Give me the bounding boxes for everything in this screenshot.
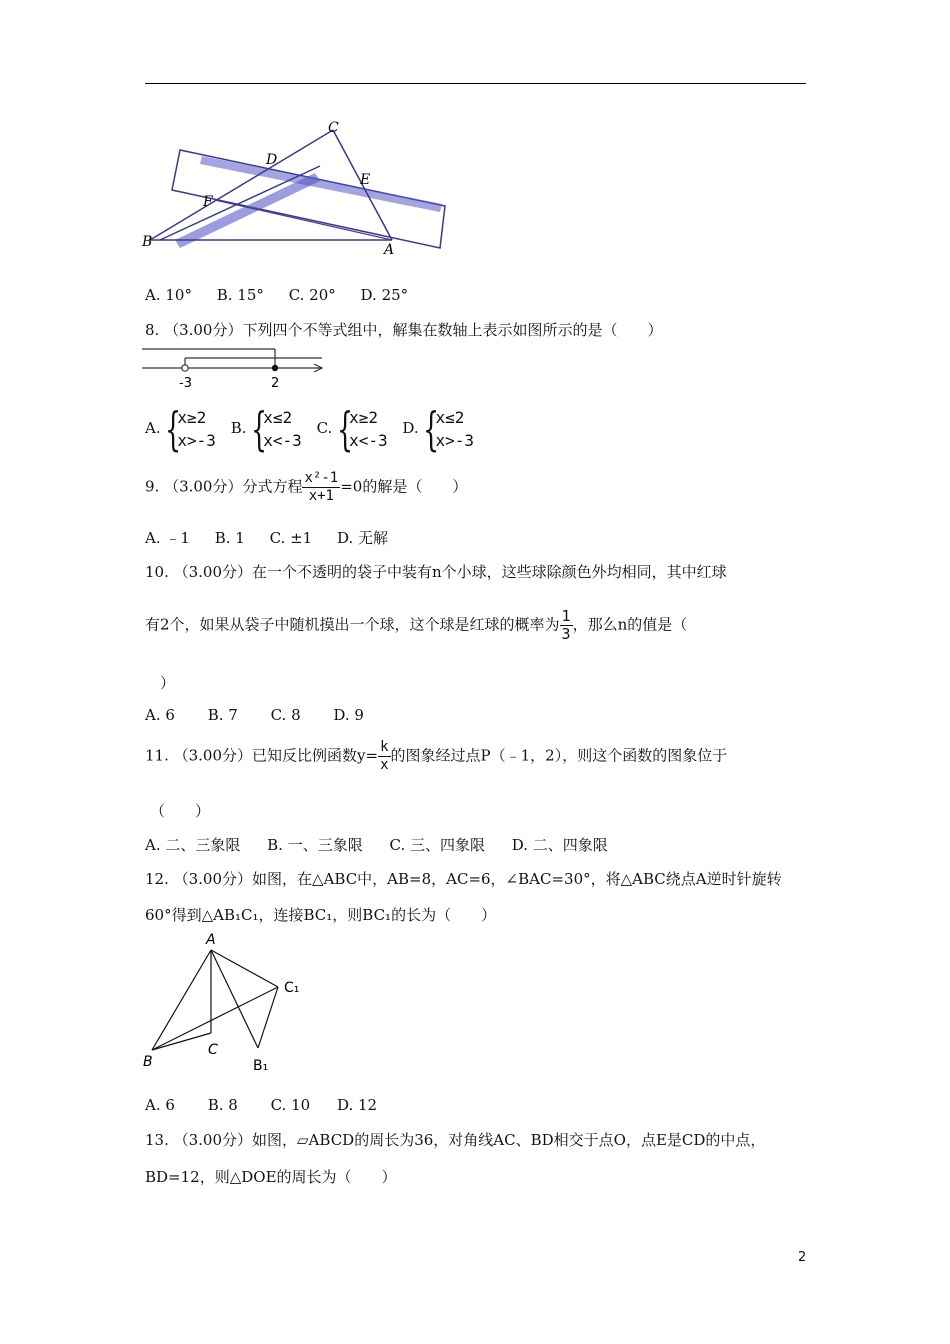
q12-option-d[interactable]: D. 12 <box>336 1096 378 1114</box>
q12-option-a[interactable]: A. 6 <box>145 1096 175 1114</box>
q9-option-b[interactable]: B. 1 <box>214 529 245 547</box>
q8-option-d-line2: x>-3 <box>435 431 474 450</box>
q9-denominator: x+1 <box>308 488 334 504</box>
q8-option-c-line2: x<-3 <box>349 431 388 450</box>
q10-line3: ） <box>160 674 176 692</box>
q10-frac-num: 1 <box>561 607 571 625</box>
q9-prefix: 9. （3.00分）分式方程 <box>145 477 303 496</box>
q10-fraction <box>560 608 573 643</box>
q8-option-a-line1: x≥2 <box>177 408 207 427</box>
q9-options <box>145 527 408 548</box>
q8-option-b[interactable]: B. { x≤2 x<-3 <box>230 402 302 456</box>
q11-question <box>145 739 727 774</box>
q12-label-c: C <box>208 1042 218 1058</box>
q7-option-b[interactable]: B. 15° <box>216 286 264 304</box>
q13-line2: BD=12，则△DOE的周长为（ ） <box>145 1168 397 1186</box>
q11-line2: （ ） <box>150 802 211 820</box>
q12-options <box>145 1096 397 1114</box>
q8-option-a[interactable]: A. { x≥2 x>-3 <box>145 402 216 456</box>
header-rule <box>145 83 806 84</box>
q9-option-d[interactable]: D. 无解 <box>336 529 388 547</box>
q8-number-line <box>142 346 332 390</box>
q8-option-a-line2: x>-3 <box>177 431 216 450</box>
q11-denominator: x <box>380 757 389 773</box>
q12-label-b: B <box>143 1054 153 1070</box>
q10-line1: 10. （3.00分）在一个不透明的袋子中装有n个小球，这些球除颜色外均相同，其中红球 <box>145 563 727 581</box>
q8-question: 8. （3.00分）下列四个不等式组中，解集在数轴上表示如图所示的是（ ） <box>145 321 663 339</box>
q7-label-c: C <box>328 120 339 136</box>
q7-ruler-figure <box>140 118 460 258</box>
q7-label-e: E <box>360 172 371 188</box>
q8-option-b-line2: x<-3 <box>263 431 302 450</box>
q10-options <box>145 706 384 724</box>
q8-axis-label-2: 2 <box>271 376 280 390</box>
q7-label-a: A <box>384 242 395 258</box>
q10-frac-den: 3 <box>561 625 571 643</box>
q8-option-d-letter: D. <box>402 419 419 437</box>
q12-option-b[interactable]: B. 8 <box>207 1096 238 1114</box>
q10-line2 <box>145 608 687 643</box>
q12-triangle-figure <box>140 930 320 1075</box>
q8-option-d[interactable]: D. { x≤2 x>-3 <box>402 402 474 456</box>
q11-fraction <box>378 739 390 774</box>
q11-suffix: 的图象经过点P（﹣1，2），则这个函数的图象位于 <box>390 746 728 765</box>
q10-option-b[interactable]: B. 7 <box>207 706 238 724</box>
q8-option-b-letter: B. <box>230 419 247 437</box>
q12-label-b1: B₁ <box>253 1058 269 1074</box>
q7-label-b: B <box>142 234 153 250</box>
q10-option-c[interactable]: C. 8 <box>270 706 301 724</box>
page-number: 2 <box>798 1250 807 1265</box>
q11-option-c[interactable]: C. 三、四象限 <box>389 836 485 854</box>
q11-options <box>145 834 628 855</box>
q8-option-c-line1: x≥2 <box>349 408 378 427</box>
q8-option-d-line1: x≤2 <box>435 408 465 427</box>
q8-axis-label-neg3: -3 <box>179 376 192 390</box>
q7-option-d[interactable]: D. 25° <box>360 286 409 304</box>
q10-option-a[interactable]: A. 6 <box>145 706 175 724</box>
q8-option-c[interactable]: C. { x≥2 x<-3 <box>316 402 388 456</box>
q11-option-d[interactable]: D. 二、四象限 <box>511 836 608 854</box>
q7-options <box>145 286 428 304</box>
q12-line2: 60°得到△AB₁C₁，连接BC₁，则BC₁的长为（ ） <box>145 906 497 924</box>
q9-option-a[interactable]: A. ﹣1 <box>145 529 190 547</box>
q7-label-f: F <box>203 194 213 210</box>
q13-line1: 13. （3.00分）如图，▱ABCD的周长为36，对角线AC、BD相交于点O，点E是CD的中点， <box>145 1131 766 1149</box>
q8-option-b-line1: x≤2 <box>263 408 293 427</box>
q9-question <box>145 470 467 505</box>
q8-options <box>145 402 474 456</box>
q8-option-a-letter: A. <box>145 419 161 437</box>
q10-line2-suffix: ，那么n的值是（ <box>572 615 688 634</box>
q12-label-c1: C₁ <box>284 980 300 996</box>
q11-numerator: k <box>380 739 389 755</box>
q11-prefix: 11. （3.00分）已知反比例函数y= <box>145 746 379 765</box>
q12-line1: 12. （3.00分）如图，在△ABC中，AB=8，AC=6，∠BAC=30°，将△ABC绕点A逆时针旋转 <box>145 870 782 888</box>
q9-suffix: =0的解是（ ） <box>340 477 468 496</box>
q10-line2-prefix: 有2个，如果从袋子中随机摸出一个球，这个球是红球的概率为 <box>145 615 560 634</box>
q11-option-a[interactable]: A. 二、三象限 <box>145 836 241 854</box>
q7-option-a[interactable]: A. 10° <box>145 286 192 304</box>
q10-option-d[interactable]: D. 9 <box>333 706 364 724</box>
q9-fraction <box>302 470 340 505</box>
q7-label-d: D <box>266 152 278 168</box>
q11-option-b[interactable]: B. 一、三象限 <box>267 836 363 854</box>
q12-option-c[interactable]: C. 10 <box>270 1096 311 1114</box>
q8-option-c-letter: C. <box>316 419 333 437</box>
q9-numerator: x²-1 <box>304 470 339 486</box>
q12-label-a: A <box>206 932 216 948</box>
q9-option-c[interactable]: C. ±1 <box>269 529 313 547</box>
q7-option-c[interactable]: C. 20° <box>288 286 336 304</box>
